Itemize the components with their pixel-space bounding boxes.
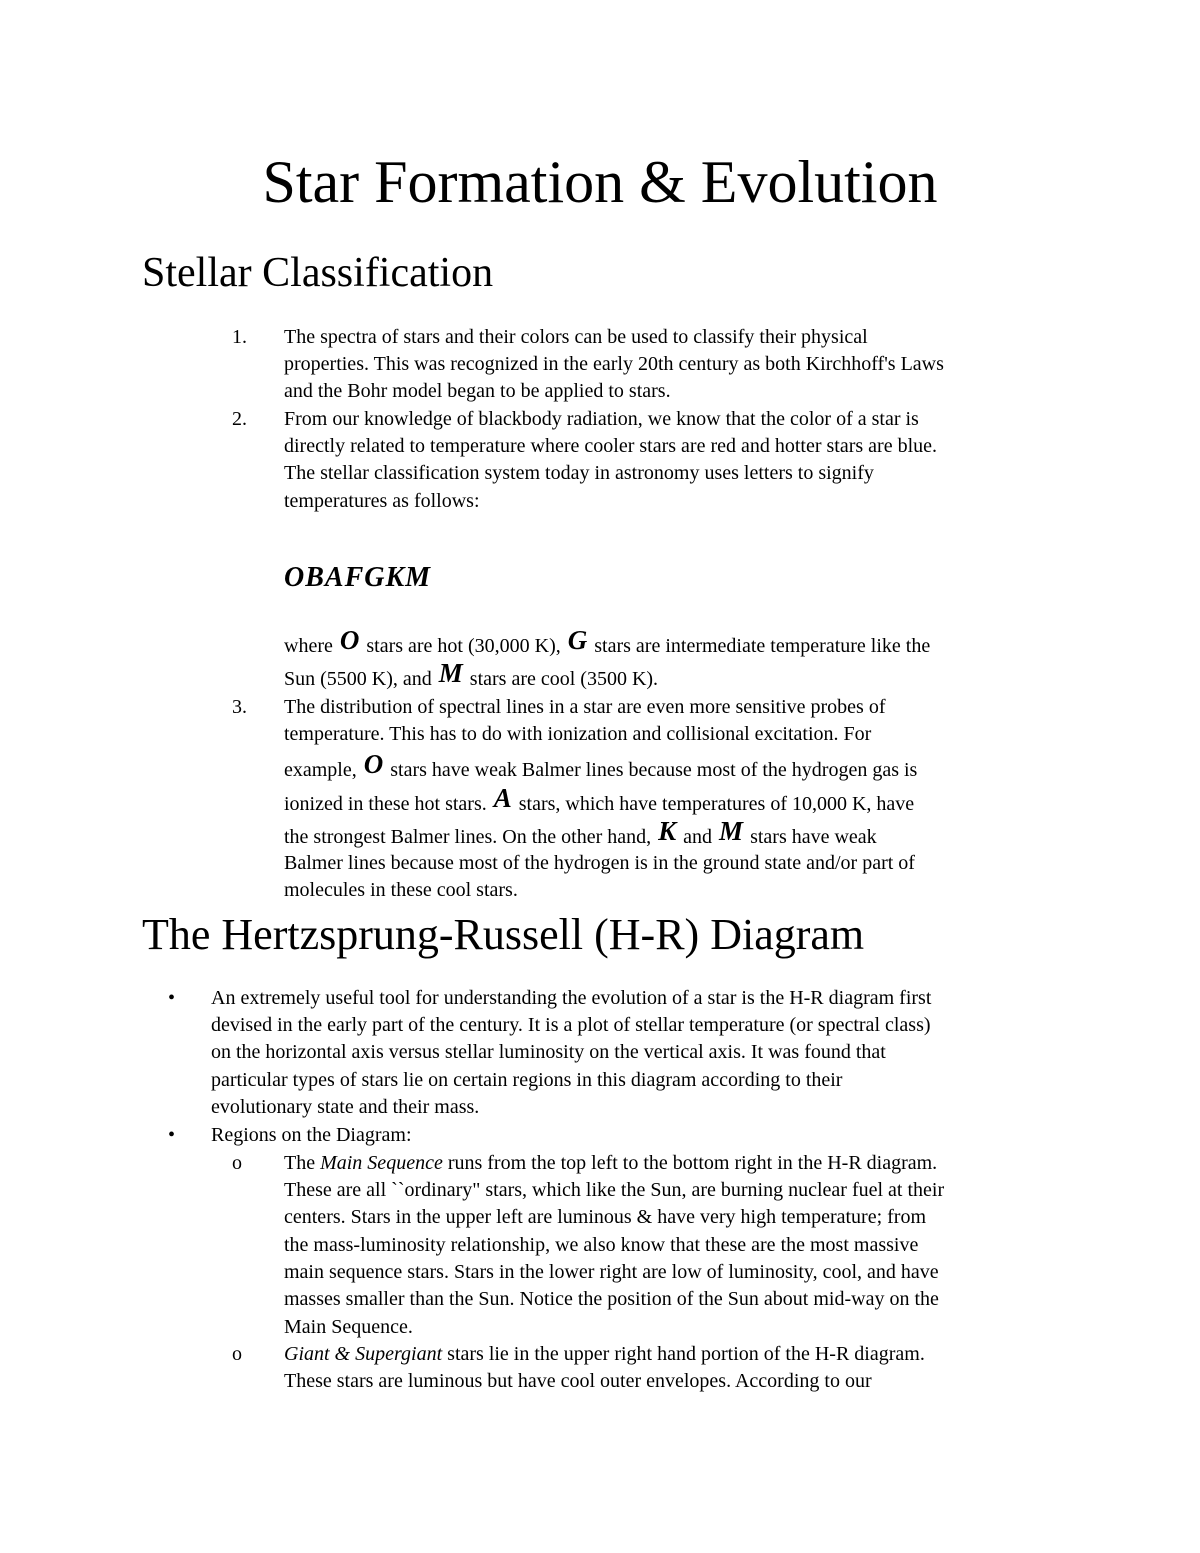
paragraph-line: on the horizontal axis versus stellar luminosity on the vertical axis. It was found that [211,1041,886,1063]
paragraph-line [284,749,918,784]
paragraph-line: directly related to temperature where cooler stars are red and hotter stars are blue. [284,435,938,457]
paragraph-line: masses smaller than the Sun. Notice the position of the Sun about mid-way on the [284,1288,939,1310]
paragraph-line: The distribution of spectral lines in a star are even more sensitive probes of [284,696,886,718]
math-symbol-m: M [438,658,463,688]
paragraph-line: These stars are luminous but have cool outer envelopes. According to our [284,1370,872,1392]
paragraph-line [284,1341,925,1368]
spectral-class-sequence: OBAFGKM [284,562,432,593]
paragraph-line: temperature. This has to do with ionization and collisional excitation. For [284,723,872,745]
math-symbol-g: G [567,625,588,655]
paragraph-line [284,783,915,818]
math-symbol-m: M [719,816,744,846]
sub-bullet-symbol: o [232,1343,242,1365]
heading-stellar-classification: Stellar Classification [142,250,494,296]
paragraph-line [284,1150,937,1177]
paragraph-line: An extremely useful tool for understanding the evolution of a star is the H-R diagram first [211,987,932,1009]
list-number-2: 2. [232,408,247,430]
heading-hr-diagram: The Hertzsprung-Russell (H-R) Diagram [142,910,865,959]
paragraph-line: Regions on the Diagram: [211,1124,412,1146]
italic-term: Giant & Supergiant [284,1343,443,1365]
text-fragment: where [284,635,333,657]
list-number-3: 3. [232,696,247,718]
paragraph-line: and the Bohr model began to be applied to stars. [284,380,671,402]
text-fragment: the strongest Balmer lines. On the other hand, [284,826,652,848]
text-fragment: The [284,1152,316,1174]
paragraph-line [284,625,931,660]
paragraph-line: The stellar classification system today in astronomy uses letters to signify [284,462,874,484]
paragraph-line [284,658,659,693]
paragraph-line: the mass-luminosity relationship, we also know that these are the most massive [284,1234,919,1256]
paragraph-line: main sequence stars. Stars in the lower right are low of luminosity, cool, and have [284,1261,939,1283]
bullet-symbol: • [168,987,176,1009]
text-fragment: stars have weak [750,826,877,848]
text-fragment: stars lie in the upper right hand portion of the H-R diagram. [447,1343,925,1365]
math-symbol-a: A [493,783,512,813]
text-fragment: ionized in these hot stars. [284,793,487,815]
italic-term: Main Sequence [320,1152,443,1174]
math-symbol-o: O [339,625,360,655]
text-fragment: runs from the top left to the bottom right in the H-R diagram. [447,1152,938,1174]
text-fragment: and [683,826,713,848]
paragraph-line: devised in the early part of the century. It is a plot of stellar temperature (or spectral class) [211,1014,931,1036]
paragraph-line: temperatures as follows: [284,490,480,512]
paragraph-line: evolutionary state and their mass. [211,1096,480,1118]
list-number-1: 1. [232,326,247,348]
paragraph-line: molecules in these cool stars. [284,879,518,901]
text-fragment: example, [284,759,357,781]
paragraph-line: From our knowledge of blackbody radiation, we know that the color of a star is [284,408,919,430]
paragraph-line [284,816,877,851]
text-fragment: stars are hot (30,000 K), [366,635,561,657]
page-title: Star Formation & Evolution [262,149,938,215]
paragraph-line: particular types of stars lie on certain regions in this diagram according to their [211,1069,843,1091]
math-symbol-k: K [658,816,677,846]
sub-bullet-symbol: o [232,1152,242,1174]
paragraph-line: The spectra of stars and their colors can be used to classify their physical [284,326,868,348]
text-fragment: stars, which have temperatures of 10,000 K, have [518,793,915,815]
paragraph-line: centers. Stars in the upper left are luminous & have very high temperature; from [284,1206,927,1228]
paragraph-line: properties. This was recognized in the early 20th century as both Kirchhoff's Laws [284,353,944,375]
text-fragment: stars have weak Balmer lines because most of the hydrogen gas is [390,759,918,781]
paragraph-line: Main Sequence. [284,1316,413,1338]
text-fragment: Sun (5500 K), and [284,668,432,690]
text-fragment: stars are intermediate temperature like the [594,635,931,657]
text-fragment: stars are cool (3500 K). [469,668,659,690]
paragraph-line: Balmer lines because most of the hydrogen is in the ground state and/or part of [284,852,915,874]
math-symbol-o: O [363,749,384,779]
bullet-symbol: • [168,1124,176,1146]
paragraph-line: These are all ``ordinary" stars, which like the Sun, are burning nuclear fuel at their [284,1179,945,1201]
